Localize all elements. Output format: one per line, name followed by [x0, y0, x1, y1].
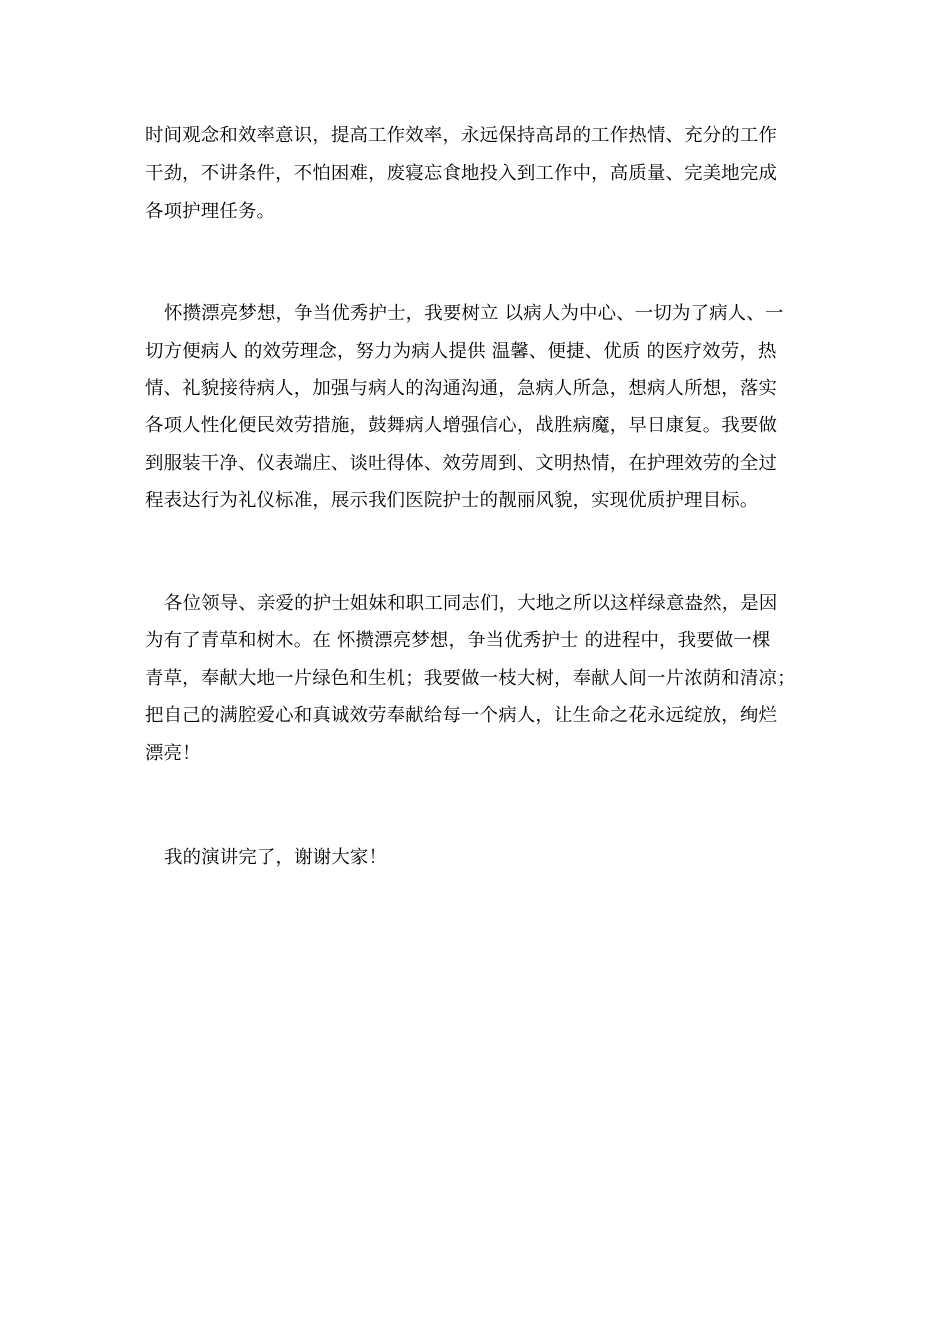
text-line: 为有了青草和树木。在 怀攒漂亮梦想，争当优秀护士 的进程中，我要做一棵	[145, 630, 771, 651]
text-line: 时间观念和效率意识，提高工作效率，永远保持高昂的工作热情、充分的工作	[145, 125, 778, 146]
text-line: 切方便病人 的效劳理念，努力为病人提供 温馨、便捷、优质 的医疗效劳，热	[145, 341, 777, 362]
text-line: 情、礼貌接待病人，加强与病人的沟通沟通，急病人所急，想病人所想，落实	[145, 378, 778, 399]
text-line: 各项护理任务。	[145, 201, 276, 222]
text-line: 我的演讲完了，谢谢大家！	[164, 847, 388, 868]
text-line: 到服装干净、仪表端庄、谈吐得体、效劳周到、文明热情，在护理效劳的全过	[145, 453, 778, 474]
text-line: 漂亮！	[145, 743, 201, 764]
text-line: 程表达行为礼仪标准，展示我们医院护士的靓丽风貌，实现优质护理目标。	[145, 490, 759, 511]
text-line: 干劲，不讲条件，不怕困难，废寝忘食地投入到工作中，高质量、完美地完成	[145, 163, 778, 184]
text-line: 各项人性化便民效劳措施，鼓舞病人增强信心，战胜病魔，早日康复。我要做	[145, 415, 778, 436]
text-line: 青草，奉献大地一片绿色和生机；我要做一枝大树，奉献人间一片浓荫和清凉；	[145, 668, 796, 689]
text-line: 怀攒漂亮梦想，争当优秀护士，我要树立 以病人为中心、一切为了病人、一	[164, 303, 784, 324]
text-line: 各位领导、亲爱的护士姐妹和职工同志们，大地之所以这样绿意盎然，是因	[164, 593, 778, 614]
text-line: 把自己的满腔爱心和真诚效劳奉献给每一个病人，让生命之花永远绽放，绚烂	[145, 705, 778, 726]
